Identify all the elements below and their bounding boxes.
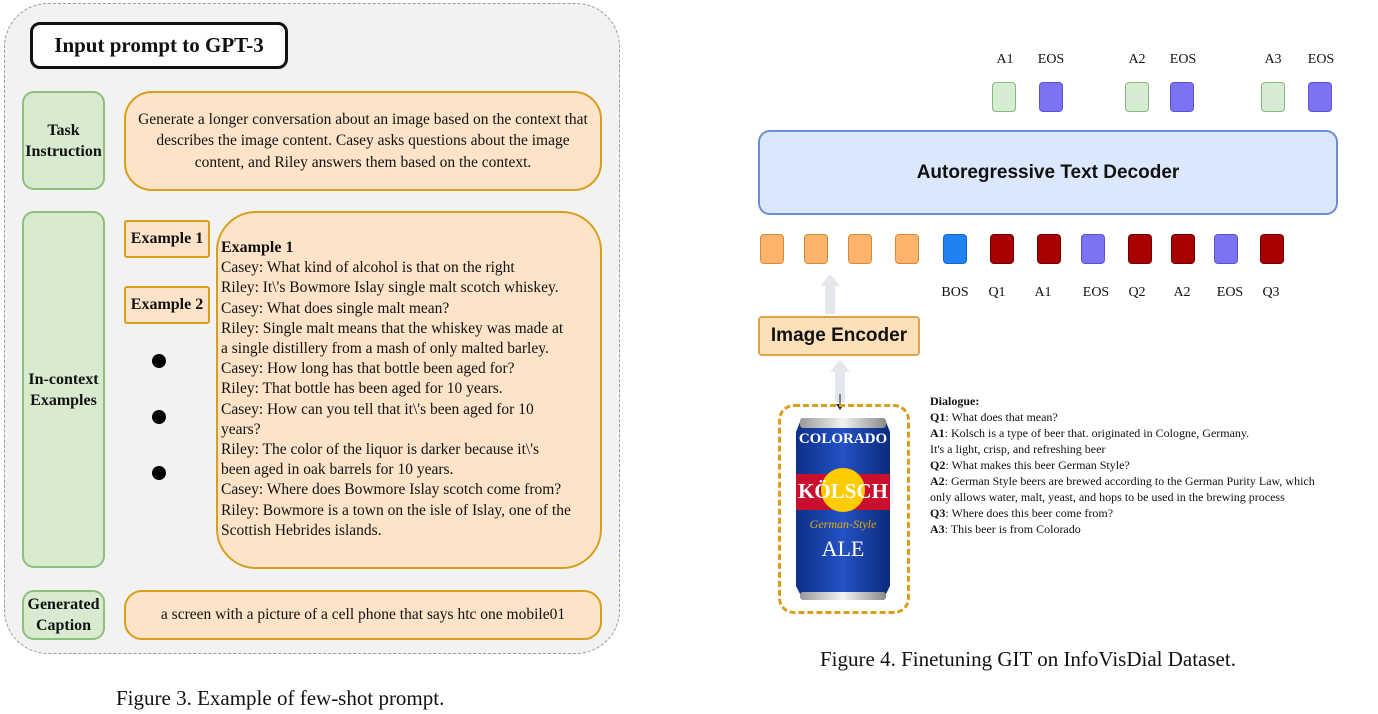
input-label-q2: Q2 xyxy=(1128,285,1146,300)
eos-input-token xyxy=(1081,234,1105,264)
up-arrow-icon xyxy=(820,274,840,314)
output-eos-token xyxy=(1039,82,1063,112)
output-label-a1: A1 xyxy=(996,52,1014,67)
beer-can-image xyxy=(790,416,896,604)
input-label-eos: EOS xyxy=(1216,285,1244,300)
figure-4-caption: Figure 4. Finetuning GIT on InfoVisDial Dataset. xyxy=(820,647,1236,671)
eos-input-token xyxy=(1214,234,1238,264)
example-1-button[interactable]: Example 1 xyxy=(124,220,210,258)
in-context-examples-label: In-context Examples xyxy=(22,211,105,568)
dialogue-line: Q2: What makes this beer German Style? xyxy=(930,458,1130,472)
example-line: Riley: Bowmore is a town on the isle of Islay, one of the xyxy=(221,501,571,519)
dialogue-line: A3: This beer is from Colorado xyxy=(930,522,1081,536)
figure-3-caption: Figure 3. Example of few-shot prompt. xyxy=(116,686,445,710)
input-label-a1: A1 xyxy=(1034,285,1052,300)
question-token xyxy=(990,234,1014,264)
output-label-a3: A3 xyxy=(1264,52,1282,67)
task-instruction-text: Generate a longer conversation about an image based on the context that describes the image content. Casey asks questions about the image content, and Riley answers them based on the context. xyxy=(124,91,602,191)
example-2-button[interactable]: Example 2 xyxy=(124,286,210,324)
answer-input-token xyxy=(1037,234,1061,264)
output-label-a2: A2 xyxy=(1128,52,1146,67)
image-token xyxy=(760,234,784,264)
dialogue-line: It's a light, crisp, and refreshing beer xyxy=(930,442,1106,456)
can-style-text: German-Style xyxy=(809,517,877,531)
dialogue-line: A2: German Style beers are brewed according to the German Purity Law, which xyxy=(930,474,1315,488)
example-line: Riley: Single malt means that the whiskey was made at xyxy=(221,319,564,337)
dialogue-line: only allows water, malt, yeast, and hops to be used in the brewing process xyxy=(930,490,1285,504)
example-line: Riley: That bottle has been aged for 10 years. xyxy=(221,380,503,398)
ellipsis-dot xyxy=(152,410,166,424)
dialogue-line: Q3: Where does this beer come from? xyxy=(930,506,1114,520)
example-line: Scottish Hebrides islands. xyxy=(221,521,382,539)
example-line: been aged in oak barrels for 10 years. xyxy=(221,461,454,479)
dialogue-line: Q1: What does that mean? xyxy=(930,410,1058,424)
image-token xyxy=(804,234,828,264)
output-eos-token xyxy=(1308,82,1332,112)
input-label-bos: BOS xyxy=(941,285,969,300)
bos-token xyxy=(943,234,967,264)
question-token xyxy=(1260,234,1284,264)
can-product-text: KÖLSCH xyxy=(798,479,888,503)
output-answer-token xyxy=(1125,82,1149,112)
input-label-q1: Q1 xyxy=(988,285,1006,300)
question-token xyxy=(1128,234,1152,264)
image-token xyxy=(848,234,872,264)
dialogue-block xyxy=(930,393,1370,537)
can-brand-text: COLORADO xyxy=(798,431,888,447)
prompt-title: Input prompt to GPT-3 xyxy=(30,22,288,69)
text-decoder-block: Autoregressive Text Decoder xyxy=(758,130,1338,215)
example-line: a single distillery from a mash of only malted barley. xyxy=(221,340,549,358)
image-token xyxy=(895,234,919,264)
example-line: Riley: The color of the liquor is darker because it\'s xyxy=(221,441,540,459)
input-label-a2: A2 xyxy=(1173,285,1191,300)
output-label-eos: EOS xyxy=(1037,52,1065,67)
example-line: Casey: What does single malt mean? xyxy=(221,299,450,317)
dialogue-line: A1: Kolsch is a type of beer that. originated in Cologne, Germany. xyxy=(930,426,1250,440)
input-label-eos: EOS xyxy=(1082,285,1110,300)
input-label-q3: Q3 xyxy=(1262,285,1280,300)
task-instruction-label: Task Instruction xyxy=(22,91,105,190)
dialogue-title: Dialogue: xyxy=(930,394,980,408)
output-eos-token xyxy=(1170,82,1194,112)
output-label-eos: EOS xyxy=(1169,52,1197,67)
generated-caption-label: Generated Caption xyxy=(22,590,105,640)
ellipsis-dot xyxy=(152,354,166,368)
example-line: Riley: It\'s Bowmore Islay single malt scotch whiskey. xyxy=(221,279,559,297)
example-line: Casey: Where does Bowmore Islay scotch come from? xyxy=(221,481,562,499)
example-conversation xyxy=(216,211,602,569)
example-line: Casey: What kind of alcohol is that on the right xyxy=(221,259,515,277)
example-heading: Example 1 xyxy=(221,239,294,256)
example-line: years? xyxy=(221,420,261,438)
ellipsis-dot xyxy=(152,466,166,480)
output-answer-token xyxy=(992,82,1016,112)
example-line: Casey: How long has that bottle been aged for? xyxy=(221,360,515,378)
output-label-eos: EOS xyxy=(1307,52,1335,67)
example-line: Casey: How can you tell that it\'s been aged for 10 xyxy=(221,400,534,418)
can-ale-text: ALE xyxy=(821,536,865,561)
generated-caption-text: a screen with a picture of a cell phone that says htc one mobile01 xyxy=(124,590,602,640)
output-answer-token xyxy=(1261,82,1285,112)
answer-input-token xyxy=(1171,234,1195,264)
image-encoder-block: Image Encoder xyxy=(758,316,920,356)
